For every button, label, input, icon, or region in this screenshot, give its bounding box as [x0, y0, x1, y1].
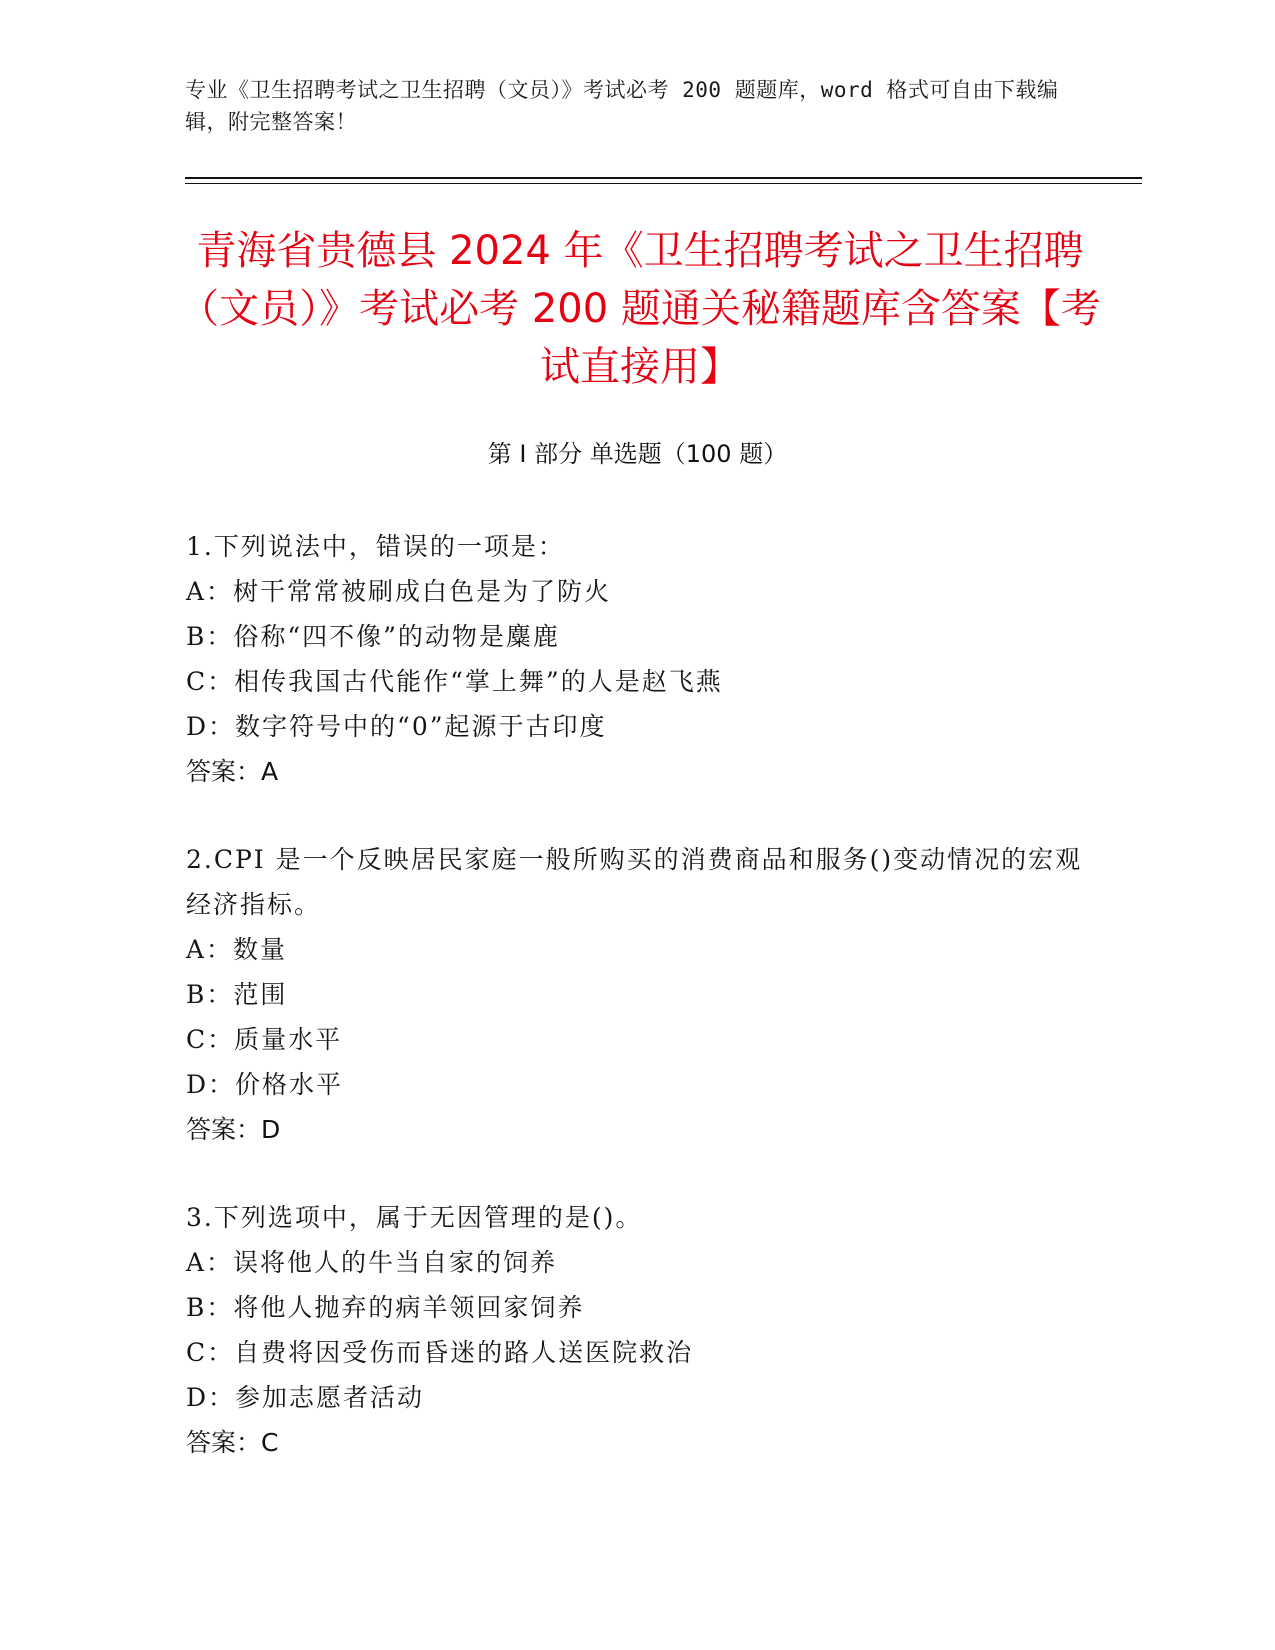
question-list — [186, 524, 1086, 1508]
answer: 答案：D — [186, 1115, 281, 1144]
question-2 — [186, 837, 1086, 1152]
question-1 — [186, 524, 1086, 794]
question-stem: 2.CPI 是一个反映居民家庭一般所购买的消费商品和服务()变动情况的宏观经济指标。 — [186, 845, 1083, 919]
answer: 答案：C — [186, 1428, 279, 1457]
option-d: D：数字符号中的“0”起源于古印度 — [186, 712, 607, 741]
option-c: C：相传我国古代能作“掌上舞”的人是赵飞燕 — [186, 667, 723, 696]
option-a: A：误将他人的牛当自家的饲养 — [186, 1248, 558, 1277]
option-a: A：树干常常被刷成白色是为了防火 — [186, 577, 612, 606]
option-d: D：价格水平 — [186, 1070, 344, 1099]
header-divider-thick — [185, 177, 1142, 179]
header-note: 专业《卫生招聘考试之卫生招聘（文员）》考试必考 200 题题库，word 格式可自由下载编辑，附完整答案！ — [185, 78, 1059, 134]
option-b: B：将他人抛弃的病羊领回家饲养 — [186, 1293, 585, 1322]
answer: 答案：A — [186, 757, 279, 786]
option-c: C：质量水平 — [186, 1025, 343, 1054]
question-stem: 3.下列选项中，属于无因管理的是()。 — [186, 1203, 643, 1232]
option-a: A：数量 — [186, 935, 288, 964]
header-divider-thin — [185, 183, 1142, 184]
option-c: C：自费将因受伤而昏迷的路人送医院救治 — [186, 1338, 694, 1367]
option-b: B：俗称“四不像”的动物是麋鹿 — [186, 622, 560, 651]
section-title: 第 I 部分 单选题（100 题） — [487, 440, 788, 468]
option-b: B：范围 — [186, 980, 288, 1009]
question-stem: 1.下列说法中，错误的一项是： — [186, 532, 565, 561]
document-title: 青海省贵德县 2024 年《卫生招聘考试之卫生招聘（文员）》考试必考 200 题通关秘籍题库含答案【考试直接用】 — [179, 228, 1101, 390]
question-3 — [186, 1195, 1086, 1465]
option-d: D：参加志愿者活动 — [186, 1383, 425, 1412]
